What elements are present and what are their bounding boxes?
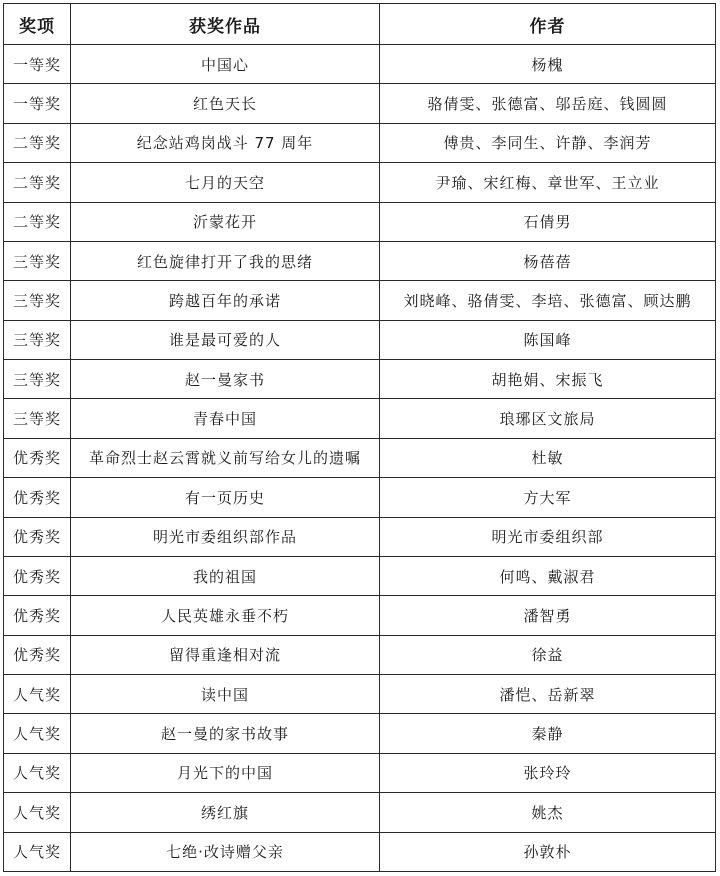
- award-cell: 优秀奖: [4, 478, 71, 517]
- award-cell: 二等奖: [4, 163, 71, 202]
- table-row: [4, 596, 716, 635]
- header-work: 获奖作品: [71, 4, 380, 45]
- work-cell: 中国心: [71, 45, 380, 84]
- author-cell: 孙敦朴: [380, 832, 716, 872]
- award-cell: 一等奖: [4, 45, 71, 84]
- work-cell: 七月的天空: [71, 163, 380, 202]
- award-cell: 优秀奖: [4, 438, 71, 477]
- work-cell: 读中国: [71, 675, 380, 714]
- work-cell: 月光下的中国: [71, 753, 380, 792]
- author-cell: 潘恺、岳新翠: [380, 675, 716, 714]
- table-row: [4, 793, 716, 832]
- author-cell: 胡艳娟、宋振飞: [380, 360, 716, 399]
- work-cell: 谁是最可爱的人: [71, 320, 380, 359]
- table-row: [4, 281, 716, 320]
- author-cell: 琅琊区文旅局: [380, 399, 716, 438]
- author-cell: 刘晓峰、骆倩雯、李培、张德富、顾达鹏: [380, 281, 716, 320]
- work-cell: 留得重逢相对流: [71, 635, 380, 674]
- award-cell: 三等奖: [4, 320, 71, 359]
- award-cell: 人气奖: [4, 793, 71, 832]
- award-cell: 三等奖: [4, 360, 71, 399]
- author-cell: 明光市委组织部: [380, 517, 716, 556]
- award-cell: 优秀奖: [4, 517, 71, 556]
- work-cell: 赵一曼的家书故事: [71, 714, 380, 753]
- table-row: [4, 163, 716, 202]
- award-cell: 人气奖: [4, 832, 71, 872]
- award-cell: 优秀奖: [4, 596, 71, 635]
- author-cell: 尹瑜、宋红梅、章世军、王立业: [380, 163, 716, 202]
- work-cell: 沂蒙花开: [71, 202, 380, 241]
- work-cell: 跨越百年的承诺: [71, 281, 380, 320]
- author-cell: 骆倩雯、张德富、邬岳庭、钱圆圆: [380, 84, 716, 123]
- author-cell: 张玲玲: [380, 753, 716, 792]
- award-cell: 一等奖: [4, 84, 71, 123]
- work-cell: 青春中国: [71, 399, 380, 438]
- author-cell: 石倩男: [380, 202, 716, 241]
- table-row: [4, 517, 716, 556]
- table-row: [4, 360, 716, 399]
- award-cell: 二等奖: [4, 123, 71, 162]
- award-table: [3, 3, 716, 872]
- author-cell: 杜敏: [380, 438, 716, 477]
- award-cell: 三等奖: [4, 399, 71, 438]
- author-cell: 秦静: [380, 714, 716, 753]
- work-cell: 红色天长: [71, 84, 380, 123]
- table-row: [4, 753, 716, 792]
- table-row: [4, 635, 716, 674]
- work-cell: 七绝·改诗赠父亲: [71, 832, 380, 872]
- award-cell: 二等奖: [4, 202, 71, 241]
- author-cell: 陈国峰: [380, 320, 716, 359]
- work-cell: 人民英雄永垂不朽: [71, 596, 380, 635]
- award-cell: 人气奖: [4, 714, 71, 753]
- award-table-container: [3, 3, 715, 872]
- author-cell: 潘智勇: [380, 596, 716, 635]
- table-header-row: [4, 4, 716, 45]
- header-author: 作者: [380, 4, 716, 45]
- award-cell: 优秀奖: [4, 635, 71, 674]
- author-cell: 徐益: [380, 635, 716, 674]
- work-cell: 明光市委组织部作品: [71, 517, 380, 556]
- table-row: [4, 832, 716, 872]
- author-cell: 杨蓓蓓: [380, 241, 716, 280]
- work-cell: 绣红旗: [71, 793, 380, 832]
- author-cell: 姚杰: [380, 793, 716, 832]
- award-cell: 三等奖: [4, 281, 71, 320]
- table-row: [4, 714, 716, 753]
- author-cell: 何鸣、戴淑君: [380, 556, 716, 595]
- work-cell: 有一页历史: [71, 478, 380, 517]
- work-cell: 赵一曼家书: [71, 360, 380, 399]
- table-row: [4, 202, 716, 241]
- work-cell: 革命烈士赵云霄就义前写给女儿的遗嘱: [71, 438, 380, 477]
- table-row: [4, 478, 716, 517]
- table-row: [4, 675, 716, 714]
- table-row: [4, 84, 716, 123]
- table-row: [4, 399, 716, 438]
- award-cell: 优秀奖: [4, 556, 71, 595]
- award-cell: 人气奖: [4, 675, 71, 714]
- work-cell: 我的祖国: [71, 556, 380, 595]
- table-row: [4, 123, 716, 162]
- work-cell: 红色旋律打开了我的思绪: [71, 241, 380, 280]
- author-cell: 傅贵、李同生、许静、李润芳: [380, 123, 716, 162]
- author-cell: 杨槐: [380, 45, 716, 84]
- award-cell: 三等奖: [4, 241, 71, 280]
- table-row: [4, 320, 716, 359]
- table-row: [4, 438, 716, 477]
- table-row: [4, 241, 716, 280]
- header-award: 奖项: [4, 4, 71, 45]
- work-cell: 纪念站鸡岗战斗 77 周年: [71, 123, 380, 162]
- author-cell: 方大军: [380, 478, 716, 517]
- table-row: [4, 556, 716, 595]
- table-row: [4, 45, 716, 84]
- award-cell: 人气奖: [4, 753, 71, 792]
